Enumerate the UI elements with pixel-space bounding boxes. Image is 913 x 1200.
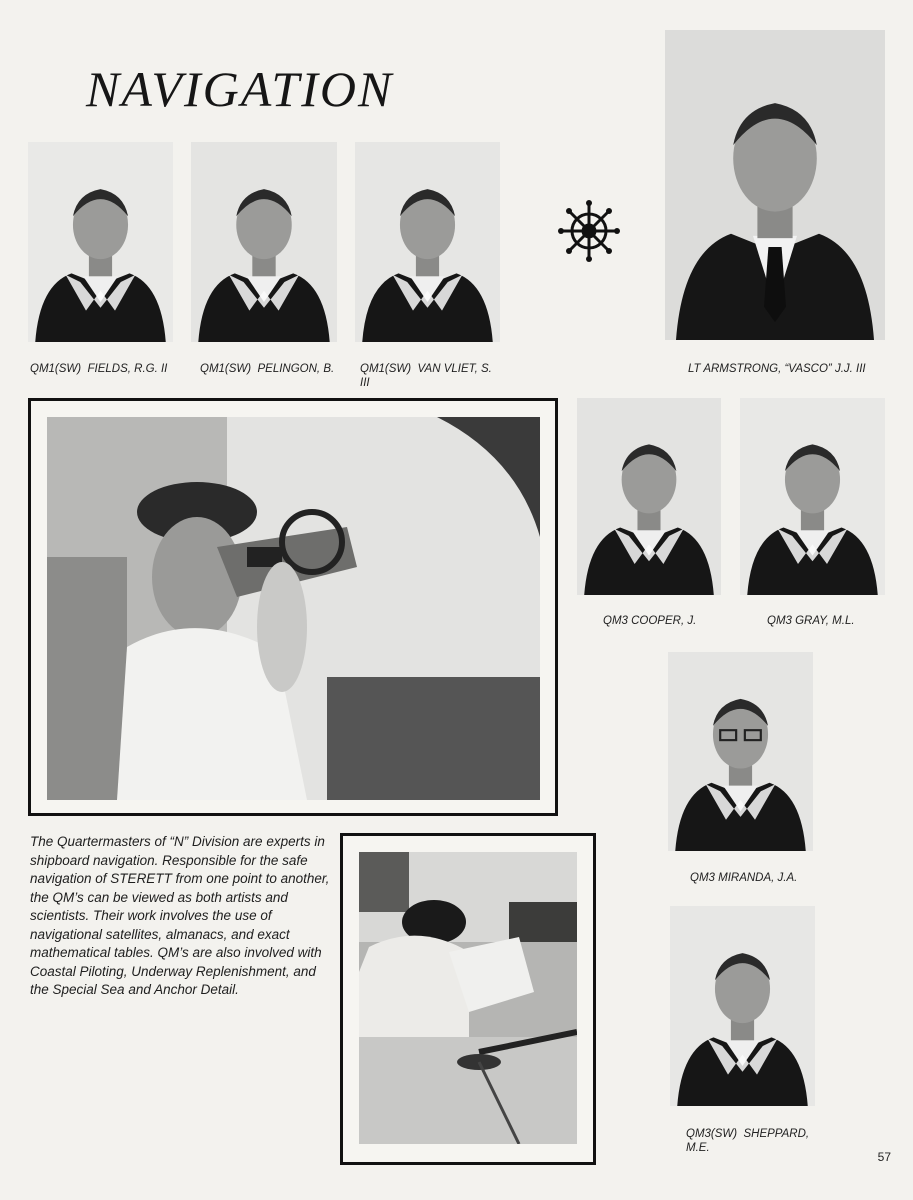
portrait-miranda	[668, 652, 813, 851]
caption-van-vliet: QM1(SW) VAN VLIET, S. III	[360, 363, 492, 389]
portrait-gray	[740, 398, 885, 595]
ships-wheel-icon	[558, 200, 620, 262]
portrait-armstrong	[665, 30, 885, 340]
caption-pelingon: QM1(SW) PELINGON, B.	[200, 363, 335, 375]
caption-miranda: QM3 MIRANDA, J.A.	[690, 872, 798, 884]
portrait-sheppard	[670, 906, 815, 1106]
caption-armstrong: LT ARMSTRONG, “VASCO” J.J. III	[688, 363, 866, 375]
portrait-pelingon	[191, 142, 337, 342]
portrait-cooper	[577, 398, 721, 595]
portrait-fields	[28, 142, 173, 342]
caption-cooper: QM3 COOPER, J.	[603, 615, 697, 627]
division-description: The Quartermasters of “N” Division are experts in shipboard navigation. Responsible for the safe navigation of STERETT from one point to another, the QM’s can be viewed as both artists and scientists. Their work involves the use of navigational satellites, almanacs, and exact mathematical tables. QM’s are also involved with Coastal Piloting, Underway Replenishment, and the Special Sea and Anchor Detail.	[30, 834, 330, 997]
portrait-van-vliet	[355, 142, 500, 342]
caption-sheppard: QM3(SW) SHEPPARD, M.E.	[686, 1128, 810, 1154]
page-number: 57	[877, 1150, 891, 1164]
sextant-photo-frame	[28, 398, 558, 816]
caption-gray: QM3 GRAY, M.L.	[767, 615, 855, 627]
page-title: NAVIGATION	[86, 61, 394, 117]
sextant-photo	[47, 417, 540, 800]
chart-desk-photo-frame	[340, 833, 596, 1165]
caption-fields: QM1(SW) FIELDS, R.G. II	[30, 363, 168, 375]
chart-desk-photo	[359, 852, 577, 1144]
